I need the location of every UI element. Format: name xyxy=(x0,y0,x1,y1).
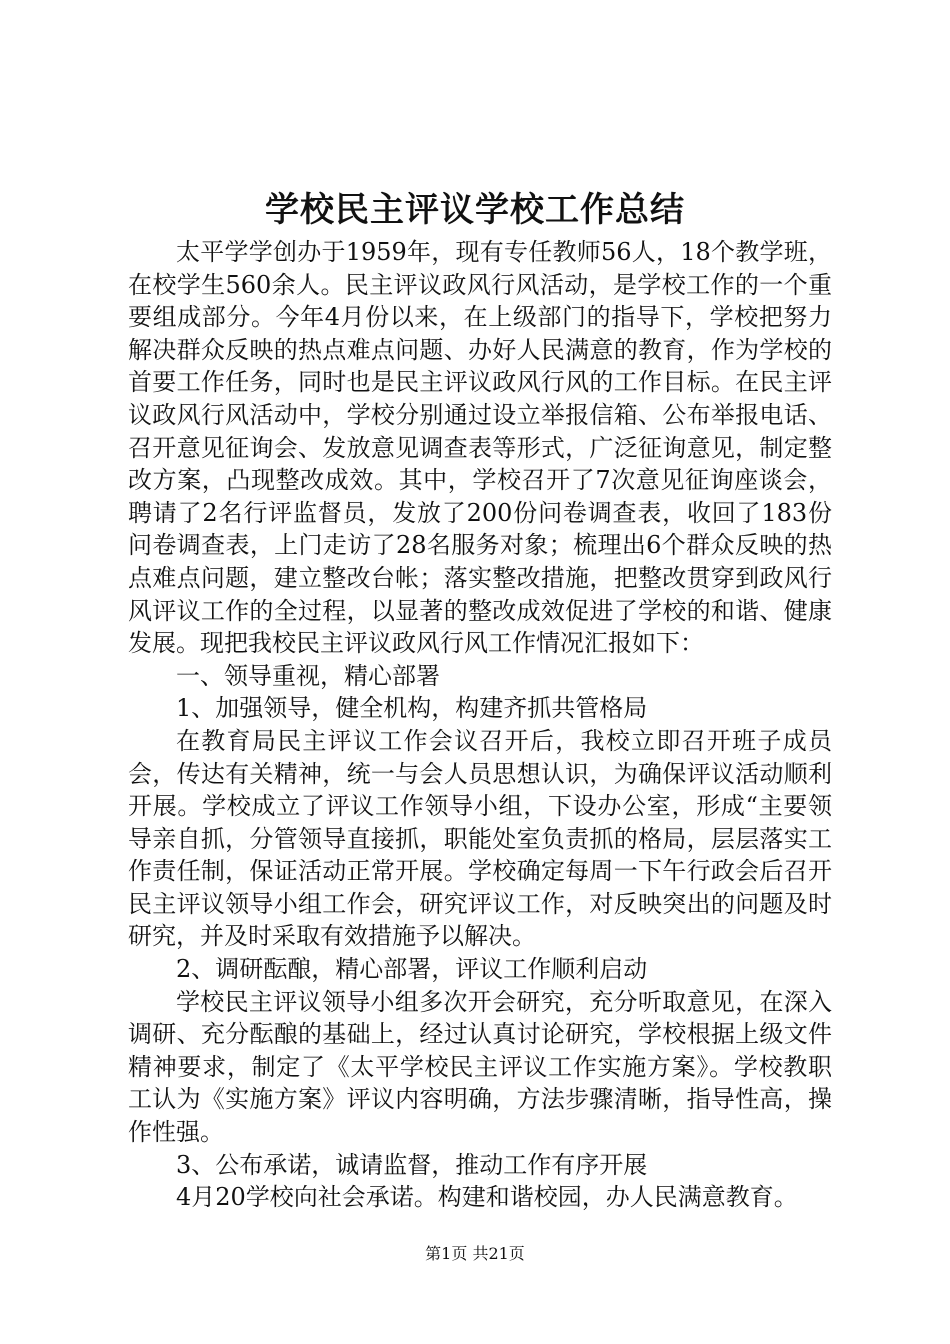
subsection-heading-3: 3、公布承诺，诚请监督，推动工作有序开展 xyxy=(176,1150,648,1179)
page-footer: 第1页 共21页 xyxy=(425,1244,525,1263)
paragraph-intro: 太平学学创办于1959年，现有专任教师56人，18个教学班，在校学生560余人。民主评议政风行风活动，是学校工作的一个重要组成部分。今年4月份以来，在上级部门的指导下，学校把努力解决群众反映的热点难点问题、办好人民满意的教育，作为学校的首要工作任务，同时也是民主评议政风行风的工作目标。在民主评议政风行风活动中，学校分别通过设立举报信箱、公布举报电话、召开意见征询会、发放意见调查表等形式，广泛征询意见，制定整改方案，凸现整改成效。其中，学校召开了7次意见征询座谈会，聘请了2名行评监督员，发放了200份问卷调查表，收回了183份问卷调查表，上门走访了28名服务对象；梳理出6个群众反映的热点难点问题，建立整改台帐；落实整改措施，把整改贯穿到政风行风评议工作的全过程，以显著的整改成效促进了学校的和谐、健康发展。现把我校民主评议政风行风工作情况汇报如下： xyxy=(128,238,832,658)
document-title: 学校民主评议学校工作总结 xyxy=(265,190,685,230)
paragraph-commitment: 4月20学校向社会承诺。构建和谐校园，办人民满意教育。 xyxy=(176,1183,798,1212)
document-body xyxy=(128,236,832,1214)
subsection-heading-1: 1、加强领导，健全机构，构建齐抓共管格局 xyxy=(176,694,648,723)
section-heading-1: 一、领导重视，精心部署 xyxy=(176,661,440,690)
subsection-heading-2: 2、调研酝酿，精心部署，评议工作顺利启动 xyxy=(176,955,648,984)
paragraph-research: 学校民主评议领导小组多次开会研究，充分听取意见，在深入调研、充分酝酿的基础上，经过认真讨论研究，学校根据上级文件精神要求，制定了《太平学校民主评议工作实施方案》。学校教职工认为《实施方案》评议内容明确，方法步骤清晰，指导性高，操作性强。 xyxy=(128,987,832,1147)
paragraph-leadership: 在教育局民主评议工作会议召开后，我校立即召开班子成员会，传达有关精神，统一与会人员思想认识，为确保评议活动顺利开展。学校成立了评议工作领导小组，下设办公室，形成“主要领导亲自抓，分管领导直接抓，职能处室负责抓的格局，层层落实工作责任制，保证活动正常开展。学校确定每周一下午行政会后召开民主评议领导小组工作会，研究评议工作，对反映突出的问题及时研究，并及时采取有效措施予以解决。 xyxy=(128,726,832,951)
